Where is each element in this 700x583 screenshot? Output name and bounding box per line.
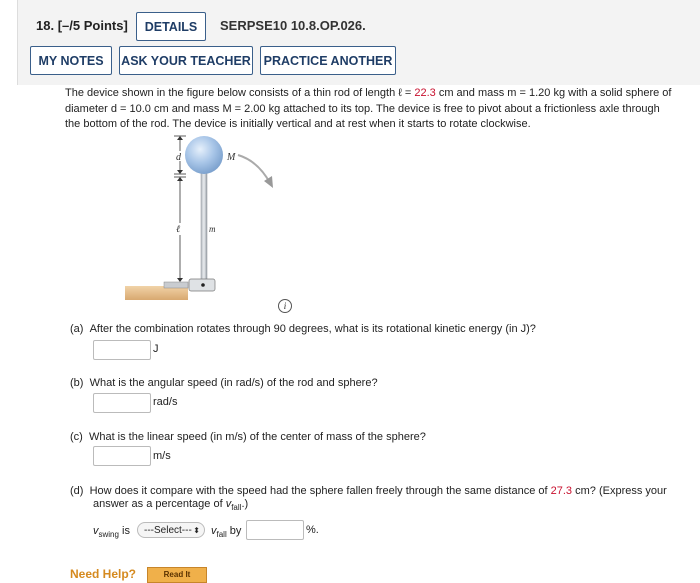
answer-b-unit: rad/s [153, 396, 178, 408]
label-M: M [227, 152, 236, 163]
rod-sphere-figure [120, 133, 290, 305]
question-a: (a) After the combination rotates through 90 degrees, what is its rotational kinetic energy (in J)? [70, 323, 536, 335]
read-it-button[interactable]: Read It [147, 567, 207, 583]
label-m: m [209, 224, 216, 234]
practice-another-button[interactable]: PRACTICE ANOTHER [260, 46, 396, 75]
v-fall-label: $v_{fall}$ by [211, 525, 242, 540]
answer-d-unit: %. [306, 524, 319, 536]
question-d-line2: answer as a percentage of $v_{fall}$.) [93, 498, 249, 513]
sphere [185, 136, 223, 174]
question-number: 18. [–/5 Points] [36, 18, 128, 33]
ask-teacher-button[interactable]: ASK YOUR TEACHER [119, 46, 253, 75]
comparison-select[interactable]: ---Select--- ⬍ [137, 522, 205, 538]
answer-b-input[interactable] [93, 393, 151, 413]
answer-a-input[interactable] [93, 340, 151, 360]
details-button[interactable]: DETAILS [136, 12, 206, 41]
label-l: ℓ [176, 224, 181, 235]
answer-c-input[interactable] [93, 446, 151, 466]
my-notes-button[interactable]: MY NOTES [30, 46, 112, 75]
updown-icon: ⬍ [193, 526, 200, 535]
question-c: (c) What is the linear speed (in m/s) of the center of mass of the sphere? [70, 431, 426, 443]
question-b: (b) What is the angular speed (in rad/s) of the rod and sphere? [70, 377, 378, 389]
v-swing-label: $v_{swing}$ is [93, 525, 130, 540]
need-help-label: Need Help? [70, 567, 137, 581]
answer-c-unit: m/s [153, 450, 171, 462]
answer-d-input[interactable] [246, 520, 304, 540]
distance-value: 27.3 [550, 485, 573, 497]
rod [201, 173, 207, 283]
answer-a-unit: J [153, 343, 159, 355]
pivot-axle [201, 283, 205, 287]
course-code: SERPSE10 10.8.OP.026. [220, 18, 366, 33]
info-icon[interactable]: i [278, 299, 292, 313]
problem-statement: The device shown in the figure below consists of a thin rod of length ℓ = 22.3 cm and mass m = 1.20 kg with a solid sphere of diameter d = 10.0 cm and mass M = 2.00 kg attached to its top. The device is free to pivot about a frictionless axle through the bottom of the rod. The device is initially vertical and at rest when it starts to rotate clockwise. [65, 87, 672, 130]
rod-length-value: 22.3 [414, 87, 436, 99]
label-d: d [176, 152, 181, 163]
question-d: (d) How does it compare with the speed had the sphere fallen freely through the same distance of 27.3 cm? (Express your [70, 485, 667, 497]
